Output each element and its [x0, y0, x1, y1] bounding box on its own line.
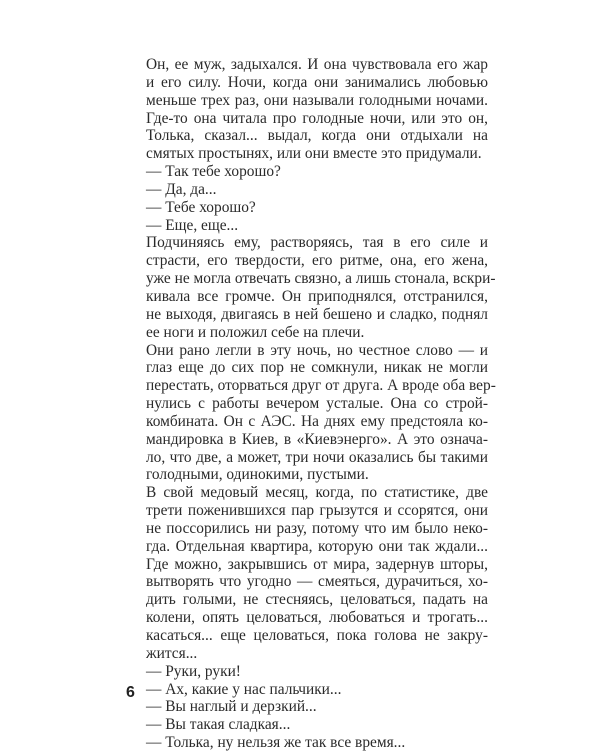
- text-line: нулись с работы вечером усталые. Она со строй-: [146, 395, 488, 413]
- text-line: уже не могла отвечать связно, а лишь стонала, вскри-: [146, 270, 496, 288]
- text-line: Они рано легли в эту ночь, но честное слово — и: [146, 341, 488, 359]
- text-line: голодными, одинокими, пустыми.: [146, 466, 369, 484]
- text-line: Толька, сказал... выдал, когда они отдыхали на: [146, 127, 488, 145]
- page-text: [126, 56, 496, 752]
- text-line: трети поженившихся пар грызутся и ссорятся, они: [146, 502, 488, 520]
- page-number: 6: [126, 684, 135, 701]
- text-line: колени, опять целоваться, любоваться и трогать...: [146, 609, 488, 627]
- dialog-line-2: — Да, да...: [146, 180, 217, 198]
- dialog-line-6: — Ах, какие у нас пальчики...: [146, 680, 342, 698]
- text-line: гда. Отдельная квартира, которую они так ждали...: [146, 537, 488, 555]
- text-line: и его силу. Ночи, когда они занимались любовью: [146, 73, 488, 91]
- dialog-line-1: — Так тебе хорошо?: [146, 163, 281, 181]
- dialog-line-4: — Еще, еще...: [146, 216, 239, 234]
- text-line: В свой медовый месяц, когда, по статистике, две: [146, 484, 488, 502]
- dialog-line-7: — Вы наглый и дерзкий...: [146, 698, 317, 716]
- text-line: меньше трех раз, они называли голодными ночами.: [146, 91, 488, 109]
- text-line: жится...: [146, 644, 198, 662]
- paragraph-4: [126, 484, 488, 662]
- text-line: комбината. Он с АЭС. На днях ему предстояла ко-: [146, 412, 488, 430]
- dialog-line-3: — Тебе хорошо?: [146, 198, 256, 216]
- text-line: касаться... еще целоваться, пока голова не закру-: [146, 627, 488, 644]
- text-line: смятых простынях, или они вместе это придумали.: [146, 145, 482, 163]
- text-line: мандировка в Киев, в «Киевэнерго». А это означа-: [146, 430, 488, 448]
- text-line: Где можно, закрывшись от мира, задернув шторы,: [146, 555, 488, 573]
- text-line: ее ноги и положил себе на плечи.: [146, 323, 365, 341]
- dialog-line-8: — Вы такая сладкая...: [146, 716, 291, 734]
- dialog-line-5: — Руки, руки!: [146, 662, 241, 680]
- text-line: перестать, оторваться друг от друга. А вроде оба вер-: [146, 377, 496, 395]
- text-line: Он, ее муж, задыхался. И она чувствовала его жар: [146, 56, 488, 73]
- text-line: не поссорились ни разу, потому что им было неко-: [146, 519, 488, 537]
- text-line: дить голыми, не стесняясь, целоваться, падать на: [146, 591, 488, 609]
- text-line: вытворять что угодно — смеяться, дурачиться, хо-: [146, 573, 488, 591]
- dialog-line-9: — Толька, ну нельзя же так все время...: [146, 734, 406, 752]
- text-line: страсти, его твердости, его ритме, она, его жена,: [146, 252, 488, 270]
- text-line: не выходя, двигаясь в ней бешено и сладко, поднял: [146, 305, 488, 323]
- text-line: Подчиняясь ему, растворяясь, тая в его силе и: [146, 234, 488, 252]
- text-line: ло, что две, а может, три ночи оказались бы такими: [146, 448, 488, 466]
- paragraph-1: [126, 56, 488, 163]
- text-line: Где-то она читала про голодные ночи, или это он,: [146, 109, 488, 127]
- paragraph-3: [126, 341, 496, 485]
- text-line: глаз еще до сих пор не сомкнули, никак не могли: [146, 359, 488, 377]
- paragraph-2: [126, 234, 496, 341]
- text-line: кивала все громче. Он приподнялся, отстранился,: [146, 287, 488, 305]
